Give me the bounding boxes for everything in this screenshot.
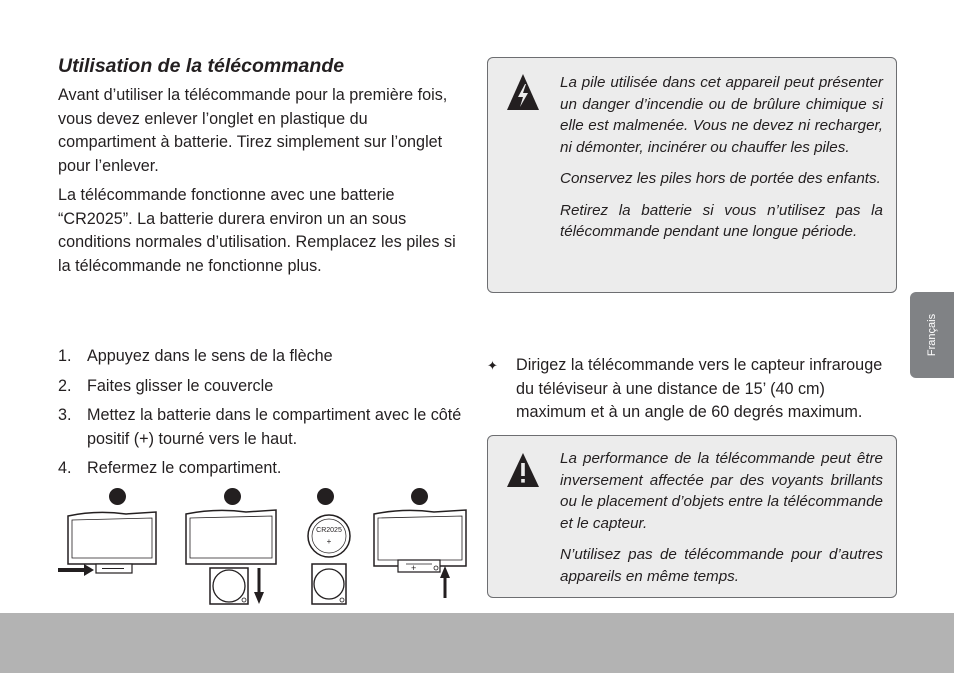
electric-hazard-icon <box>506 72 540 112</box>
battery-label: CR2025 <box>316 527 342 534</box>
step-number: 2. <box>58 376 72 395</box>
steps-list <box>58 345 466 481</box>
step-number: 4. <box>58 459 72 477</box>
step-dot-2 <box>224 488 241 505</box>
caution-exclamation-icon <box>506 451 540 489</box>
battery-plus-sign: + <box>326 537 332 546</box>
step-dot-1 <box>109 488 126 505</box>
step-text: Faites glisser le couvercle <box>87 376 274 395</box>
step-number: 1. <box>58 347 72 365</box>
footer-band <box>0 613 954 673</box>
step-item <box>58 404 466 451</box>
step-dot-4 <box>411 488 428 505</box>
step-item <box>58 457 466 481</box>
step-4-drawing <box>370 508 476 608</box>
step-number: 3. <box>58 406 72 424</box>
step-item <box>58 345 466 369</box>
language-tab <box>910 292 954 378</box>
performance-warning-text-2: N’utilisez pas de télécommande pour d’autres appareils en même temps. <box>560 546 883 585</box>
intro-paragraph-2: La télécommande fonctionne avec une batterie “CR2025”. La batterie durera environ un an sous conditions normales d’utilisation. Remplacez les piles si la télécommande ne fonctionne plus. <box>58 186 456 275</box>
step-dot-3 <box>317 488 334 505</box>
battery-warning-text-2: Conservez les piles hors de portée des enfants. <box>560 170 881 187</box>
step-text: Refermez le compartiment. <box>87 459 282 477</box>
battery-replacement-illustration <box>56 486 476 612</box>
step-3-drawing <box>304 508 354 612</box>
battery-warning-box <box>487 57 897 293</box>
step-text: Appuyez dans le sens de la flèche <box>87 347 333 365</box>
bullet-item <box>487 354 897 425</box>
step-2-drawing <box>182 508 287 612</box>
bullet-text: Dirigez la télécommande vers le capteur infrarouge du téléviseur à une distance de 15’ (40 cm) maximum et à un angle de 60 degrés maximum. <box>516 356 883 421</box>
step-4-plus-sign: + <box>411 563 417 573</box>
battery-warning-text-3: Retirez la batterie si vous n’utilisez pas la télécommande pendant une longue période. <box>560 201 883 240</box>
performance-warning-box <box>487 435 897 598</box>
intro-paragraph-1: Avant d’utiliser la télécommande pour la première fois, vous devez enlever l’onglet en plastique du compartiment à batterie. Tirez simplement sur l’onglet pour l’enlever. <box>58 86 448 175</box>
step-item <box>58 375 466 399</box>
step-1-drawing <box>56 508 166 588</box>
battery-warning-text-1: La pile utilisée dans cet appareil peut présenter un danger d’incendie ou de brûlure chimique si elle est malmenée. Vous ne devez ni recharger, ni démonter, incinérer ou chauffer les piles. <box>560 74 883 156</box>
section-title: Utilisation de la télécommande <box>58 55 345 77</box>
bullet-symbol: ✦ <box>487 358 498 373</box>
step-text: Mettez la batterie dans le compartiment avec le côté positif (+) tourné vers le haut. <box>87 406 462 448</box>
language-tab-label: Français <box>926 313 938 357</box>
performance-warning-text-1: La performance de la télécommande peut être inversement affectée par des voyants brillants ou le placement d’objets entre la télécommande et le capteur. <box>560 450 883 532</box>
